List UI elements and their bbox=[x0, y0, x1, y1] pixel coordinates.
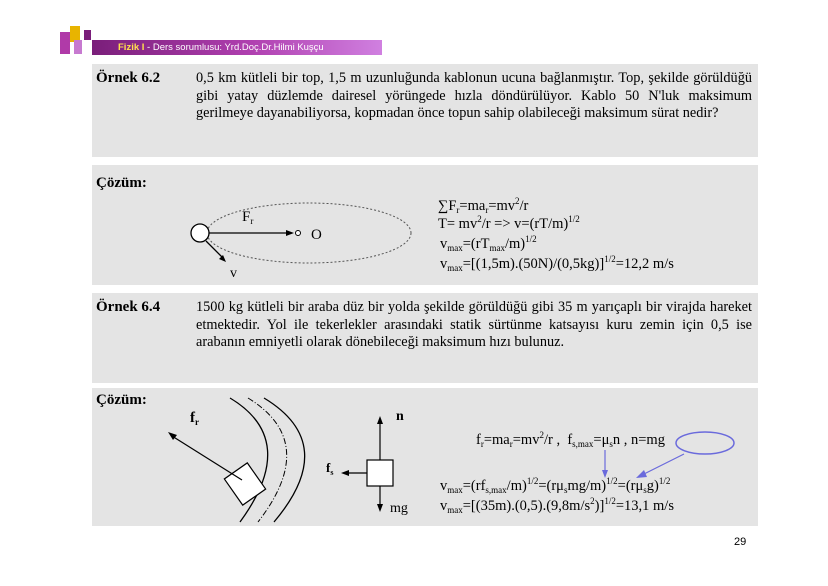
solution-2-box bbox=[92, 388, 758, 526]
arrow-head-icon bbox=[341, 470, 349, 476]
example-label: Örnek 6.2 bbox=[96, 70, 161, 86]
arrow-head-icon bbox=[219, 255, 226, 262]
arrow-head-icon bbox=[286, 230, 294, 236]
block-icon bbox=[367, 460, 393, 486]
solution-label: Çözüm: bbox=[96, 392, 147, 408]
equation-2: $T= mv^2/r => v=(rT/m)^{1/2}$ bbox=[438, 214, 580, 232]
solution-label: Çözüm: bbox=[96, 175, 147, 191]
force-label: $F_r$ bbox=[242, 209, 254, 226]
center-label: O bbox=[311, 227, 322, 243]
velocity-label: v bbox=[230, 266, 237, 281]
static-friction-label: $f_s$ bbox=[326, 460, 334, 477]
solution-1-box bbox=[92, 165, 758, 285]
equation-4: $v_{max}=[(1,5m).(50N)/(0,5kg)]^{1/2}=12,2$ m/s bbox=[440, 254, 674, 273]
page-number: 29 bbox=[734, 536, 747, 548]
normal-force-label: n bbox=[396, 409, 404, 424]
circular-motion-diagram bbox=[172, 193, 412, 285]
friction-label: $f_r$ bbox=[190, 410, 199, 427]
header-title bbox=[118, 40, 324, 55]
equation-7: $v_{max}=[(35m).(0,5).(9,8m/s^2)]^{1/2}=13,1$ m/s bbox=[440, 496, 674, 515]
example-6-4-box bbox=[92, 293, 758, 383]
equation-3: $v_{max}=(rT_{max}/m)^{1/2}$ bbox=[440, 234, 537, 253]
example-text: 0,5 km kütleli bir top, 1,5 m uzunluğunda kablonun ucuna bağlanmıştır. Top, şekilde görüldüğü gibi yatay düzlemde dairesel yörüngede hızla döndürülüyor. Kablo 50 N'luk maksimum gerilmeye dayanabiliyorsa, kopmadan önce topun sahip olabileceği maksimum sürat nedir? bbox=[196, 70, 752, 122]
course-instructor: - Ders sorumlusu: Yrd.Doç.Dr.Hilmi Kuşçu bbox=[144, 42, 324, 53]
free-body-diagram bbox=[312, 406, 432, 518]
car-icon bbox=[224, 463, 265, 505]
highlight-circle bbox=[676, 432, 734, 454]
example-text: 1500 kg kütleli bir araba düz bir yolda şekilde görüldüğü gibi 35 m yarıçaplı bir virajda hareket etmektedir. Yol ile tekerlekler arasındaki statik sürtünme katsayısı kuru zemin için 0,5 ise arabanın emniyetli olarak dönebileceği maksimum hızı bulunuz. bbox=[196, 299, 752, 351]
arrow-head-icon bbox=[377, 504, 383, 512]
arrow-head-icon bbox=[377, 416, 383, 424]
equation-5: $f_r=ma_r=mv^2/r$ , $f_{s,max}=\mu_sn$ , n=mg bbox=[476, 430, 665, 449]
equation-6: $v_{max}=(rf_{s,max}/m)^{1/2}=(r\mu_smg/m)^{1/2}=(r\mu_sg)^{1/2}$ bbox=[440, 476, 671, 495]
ball-icon bbox=[191, 224, 209, 242]
weight-label: mg bbox=[390, 501, 408, 516]
curve-road-diagram bbox=[132, 392, 332, 524]
course-name: Fizik I bbox=[118, 42, 145, 53]
equation-1: $\sum F_r=ma_r=mv^2/r$ bbox=[438, 196, 529, 215]
example-label: Örnek 6.4 bbox=[96, 299, 161, 315]
example-6-2-box bbox=[92, 64, 758, 157]
